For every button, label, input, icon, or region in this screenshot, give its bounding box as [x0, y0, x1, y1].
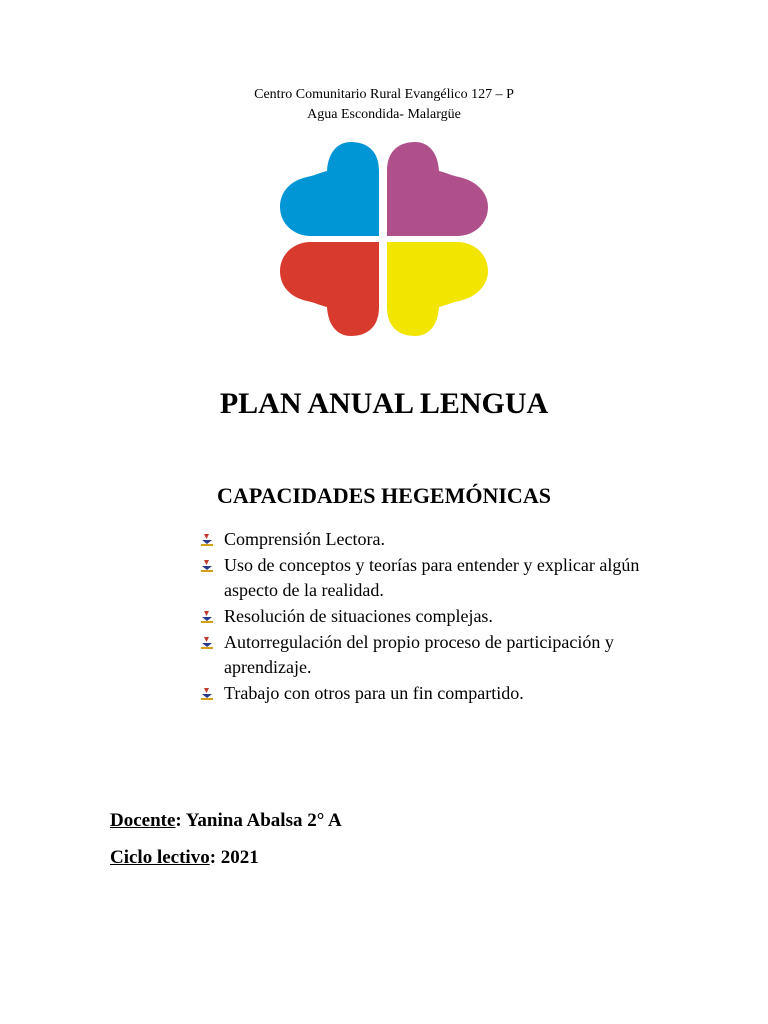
header-location: Agua Escondida- Malargüe — [307, 107, 461, 122]
list-item — [200, 604, 660, 629]
list-item-text: Resolución de situaciones complejas. — [224, 606, 493, 626]
list-item — [200, 553, 660, 603]
school-year-line — [110, 845, 259, 871]
list-item — [200, 630, 660, 680]
teacher-label: Docente — [110, 810, 176, 831]
four-hearts-clover-icon — [279, 141, 489, 337]
heart-bottom-right — [387, 242, 488, 336]
section-title: CAPACIDADES HEGEMÓNICAS — [217, 483, 551, 508]
heart-bottom-left — [280, 242, 379, 336]
arrow-bullet-icon — [200, 636, 214, 650]
teacher-value: : Yanina Abalsa 2° A — [175, 810, 342, 831]
header-institution: Centro Comunitario Rural Evangélico 127 – P — [254, 87, 514, 102]
school-year-label: Ciclo lectivo — [110, 847, 210, 868]
arrow-bullet-icon — [200, 687, 214, 701]
heart-top-right — [387, 142, 488, 236]
teacher-line — [110, 808, 342, 834]
school-year-value: : 2021 — [209, 847, 259, 868]
list-item-text: Uso de conceptos y teorías para entender y explicar algún aspecto de la realidad. — [224, 555, 640, 600]
capacities-list — [200, 527, 660, 707]
arrow-bullet-icon — [200, 610, 214, 624]
page-title: PLAN ANUAL LENGUA — [219, 387, 549, 420]
list-item-text: Autorregulación del propio proceso de participación y aprendizaje. — [224, 632, 614, 677]
arrow-bullet-icon — [200, 559, 214, 573]
list-item — [200, 681, 660, 706]
list-item-text: Trabajo con otros para un fin compartido. — [224, 683, 524, 703]
arrow-bullet-icon — [200, 533, 214, 547]
list-item — [200, 527, 660, 552]
list-item-text: Comprensión Lectora. — [224, 529, 385, 549]
heart-top-left — [280, 142, 379, 236]
